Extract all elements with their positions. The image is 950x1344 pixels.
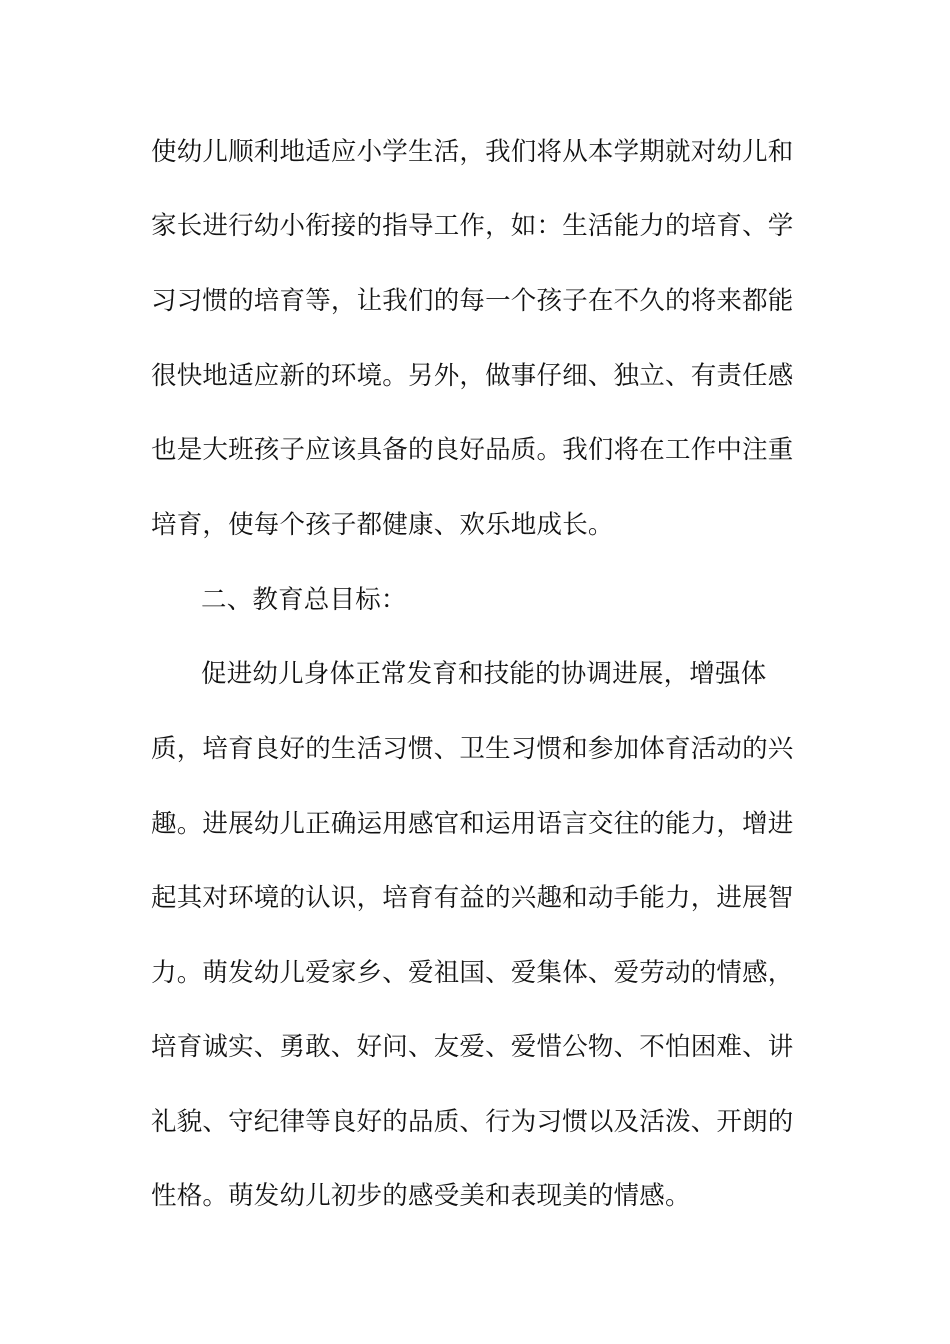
paragraph-line: 习习惯的培育等，让我们的每一个孩子在不久的将来都能 — [151, 286, 794, 316]
paragraph-line: 性格。萌发幼儿初步的感受美和表现美的情感。 — [151, 1181, 691, 1211]
paragraph-line: 质，培育良好的生活习惯、卫生习惯和参加体育活动的兴 — [151, 734, 794, 764]
paragraph-line: 培育，使每个孩子都健康、欢乐地成长。 — [151, 510, 614, 540]
paragraph-line: 很快地适应新的环境。另外，做事仔细、独立、有责任感 — [151, 361, 794, 391]
paragraph-line: 培育诚实、勇敢、好问、友爱、爱惜公物、不怕困难、讲 — [151, 1032, 794, 1062]
paragraph-line: 使幼儿顺利地适应小学生活，我们将从本学期就对幼儿和 — [151, 137, 794, 167]
paragraph-line: 力。萌发幼儿爱家乡、爱祖国、爱集体、爱劳动的情感， — [151, 958, 794, 988]
paragraph-line: 起其对环境的认识，培育有益的兴趣和动手能力，进展智 — [151, 883, 794, 913]
paragraph-line: 也是大班孩子应该具备的良好品质。我们将在工作中注重 — [151, 435, 794, 465]
paragraph-line: 促进幼儿身体正常发育和技能的协调进展，增强体 — [201, 659, 767, 689]
paragraph-line: 家长进行幼小衔接的指导工作，如：生活能力的培育、学 — [151, 211, 794, 241]
section-heading: 二、教育总目标： — [201, 585, 407, 615]
paragraph-line: 趣。进展幼儿正确运用感官和运用语言交往的能力，增进 — [151, 809, 794, 839]
paragraph-line: 礼貌、守纪律等良好的品质、行为习惯以及活泼、开朗的 — [151, 1107, 794, 1137]
